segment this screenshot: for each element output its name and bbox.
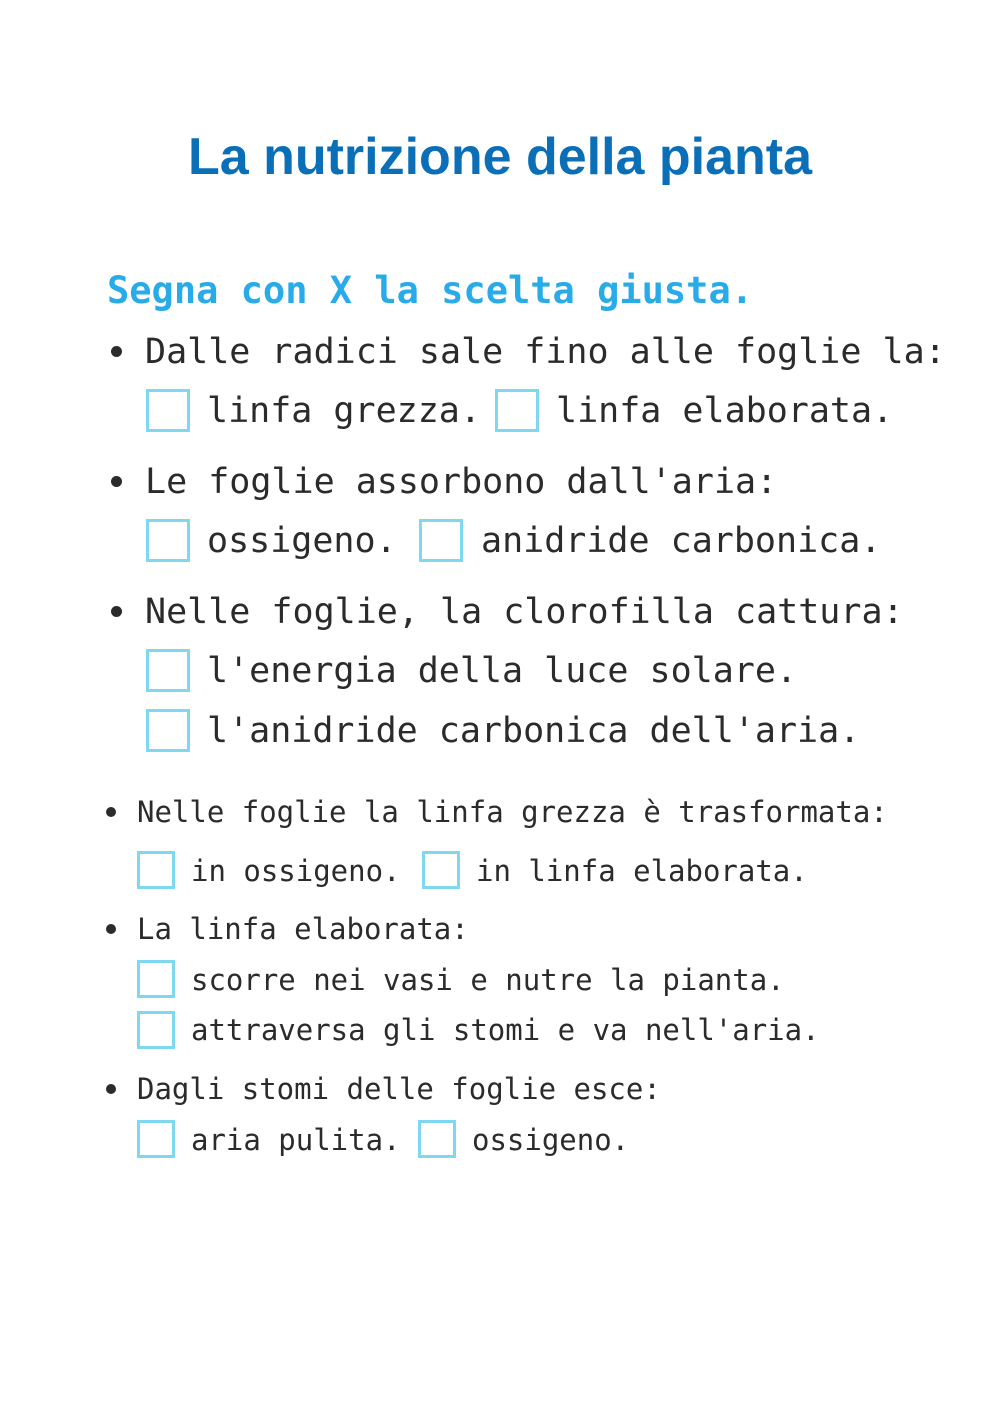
q5-option-1-label: scorre nei vasi e nutre la pianta.: [191, 963, 785, 997]
q6-option-2-label: ossigeno.: [472, 1123, 630, 1157]
checkbox-q3-option-2[interactable]: [146, 709, 190, 752]
checkbox-q4-option-2[interactable]: [422, 851, 460, 889]
checkbox-q1-option-1[interactable]: [146, 389, 190, 432]
checkbox-q6-option-1[interactable]: [137, 1120, 175, 1158]
checkbox-q2-option-2[interactable]: [419, 519, 463, 562]
question-4-text: Nelle foglie la linfa grezza è trasformata:: [137, 795, 888, 829]
q3-option-2-label: l'anidride carbonica dell'aria.: [207, 711, 861, 751]
checkbox-q6-option-2[interactable]: [418, 1120, 456, 1158]
q6-option-1-label: aria pulita.: [191, 1123, 401, 1157]
bullet: [111, 476, 122, 487]
question-6-text: Dagli stomi delle foglie esce:: [137, 1072, 661, 1106]
q3-option-1-label: l'energia della luce solare.: [207, 651, 798, 691]
question-1-text: Dalle radici sale fino alle foglie la:: [145, 332, 946, 372]
q5-option-2-label: attraversa gli stomi e va nell'aria.: [191, 1013, 820, 1047]
checkbox-q2-option-1[interactable]: [146, 519, 190, 562]
q1-option-1-label: linfa grezza.: [207, 391, 481, 431]
bullet: [106, 807, 116, 817]
bullet: [111, 606, 122, 617]
checkbox-q5-option-2[interactable]: [137, 1011, 175, 1049]
question-2-text: Le foglie assorbono dall'aria:: [145, 462, 778, 502]
bullet: [111, 346, 122, 357]
question-5-text: La linfa elaborata:: [137, 912, 469, 946]
instruction: Segna con X la scelta giusta.: [107, 269, 754, 312]
q4-option-1-label: in ossigeno.: [191, 854, 401, 888]
q2-option-2-label: anidride carbonica.: [481, 521, 882, 561]
page-title: La nutrizione della pianta: [187, 128, 813, 186]
question-3-text: Nelle foglie, la clorofilla cattura:: [145, 592, 904, 632]
bullet: [106, 924, 116, 934]
q4-option-2-label: in linfa elaborata.: [476, 854, 808, 888]
checkbox-q3-option-1[interactable]: [146, 649, 190, 692]
checkbox-q5-option-1[interactable]: [137, 960, 175, 998]
q1-option-2-label: linfa elaborata.: [556, 391, 894, 431]
bullet: [106, 1084, 116, 1094]
q2-option-1-label: ossigeno.: [207, 521, 397, 561]
checkbox-q4-option-1[interactable]: [137, 851, 175, 889]
checkbox-q1-option-2[interactable]: [495, 389, 539, 432]
